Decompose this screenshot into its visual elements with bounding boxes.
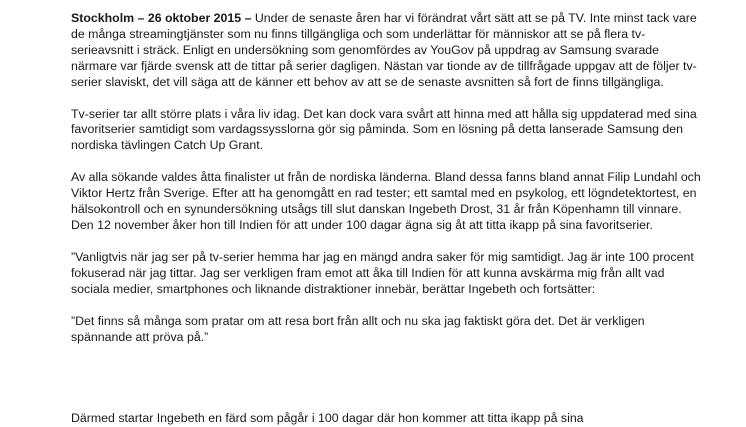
paragraph-3: Av alla sökande valdes åtta finalister ut från de nordiska länderna. Bland dessa fanns bland annat Filip Lundahl och Viktor Hertz från Sverige. Efter att ha genomgått en rad tester; ett samtal med en psykolog, ett lögndetektortest, en hälsokontroll och en synundersökning utsågs till slut danskan Ingebeth Drost, 31 år från Köpenhamn till vinnare. Den 12 november åker hon till Indien för att under 100 dagar ägna sig åt att titta ikapp på sina favoritserier. <box>71 170 701 232</box>
paragraph-quote-2: ”Det finns så många som pratar om att resa bort från allt och nu ska jag faktiskt göra det. Det är verkligen spännande att pröva på.” <box>71 313 645 344</box>
paragraph-intro <box>71 11 701 91</box>
paragraph-2: Tv-serier tar allt större plats i våra liv idag. Det kan dock vara svårt att hinna med att hålla sig uppdaterad med sina favoritserier samtidigt som vardagssysslorna gör sig påminda. Som en lösning på detta lanserade Samsung den nordiska tävlingen Catch Up Grant. <box>71 106 697 153</box>
paragraph-intro-text: Under de senaste åren har vi förändrat vårt sätt att se på TV. Inte minst tack vare de många streamingtjänster som nu finns tillgängliga och som underlättar för människor att se på flera tv-serieavsnitt i sträck. Enligt en undersökning som genomfördes av YouGov på uppdrag av Samsung svarade närmare var fjärde svensk att de tittar på serier dagligen. Nästan var tionde av de tillfrågade uppgav att de följer tv-serier slaviskt, det vill säga att de känner ett behov av att se de senaste avsnitten så fort de finns tillgängliga. <box>71 11 697 89</box>
press-release-body <box>71 11 701 361</box>
dateline: Stockholm – 26 oktober 2015 – <box>71 11 252 25</box>
paragraph-cut-off: Därmed startar Ingebeth en färd som pågår i 100 dagar där hon kommer att titta ikapp på sina <box>71 411 584 425</box>
paragraph-quote-1: ”Vanligtvis när jag ser på tv-serier hemma har jag en mängd andra saker för mig samtidigt. Jag är inte 100 procent fokuserad när jag tittar. Jag ser verkligen fram emot att åka till Indien för att kunna avskärma mig från allt vad sociala medier, smartphones och liknande distraktioner innebär, berättar Ingebeth och fortsätter: <box>71 249 694 296</box>
